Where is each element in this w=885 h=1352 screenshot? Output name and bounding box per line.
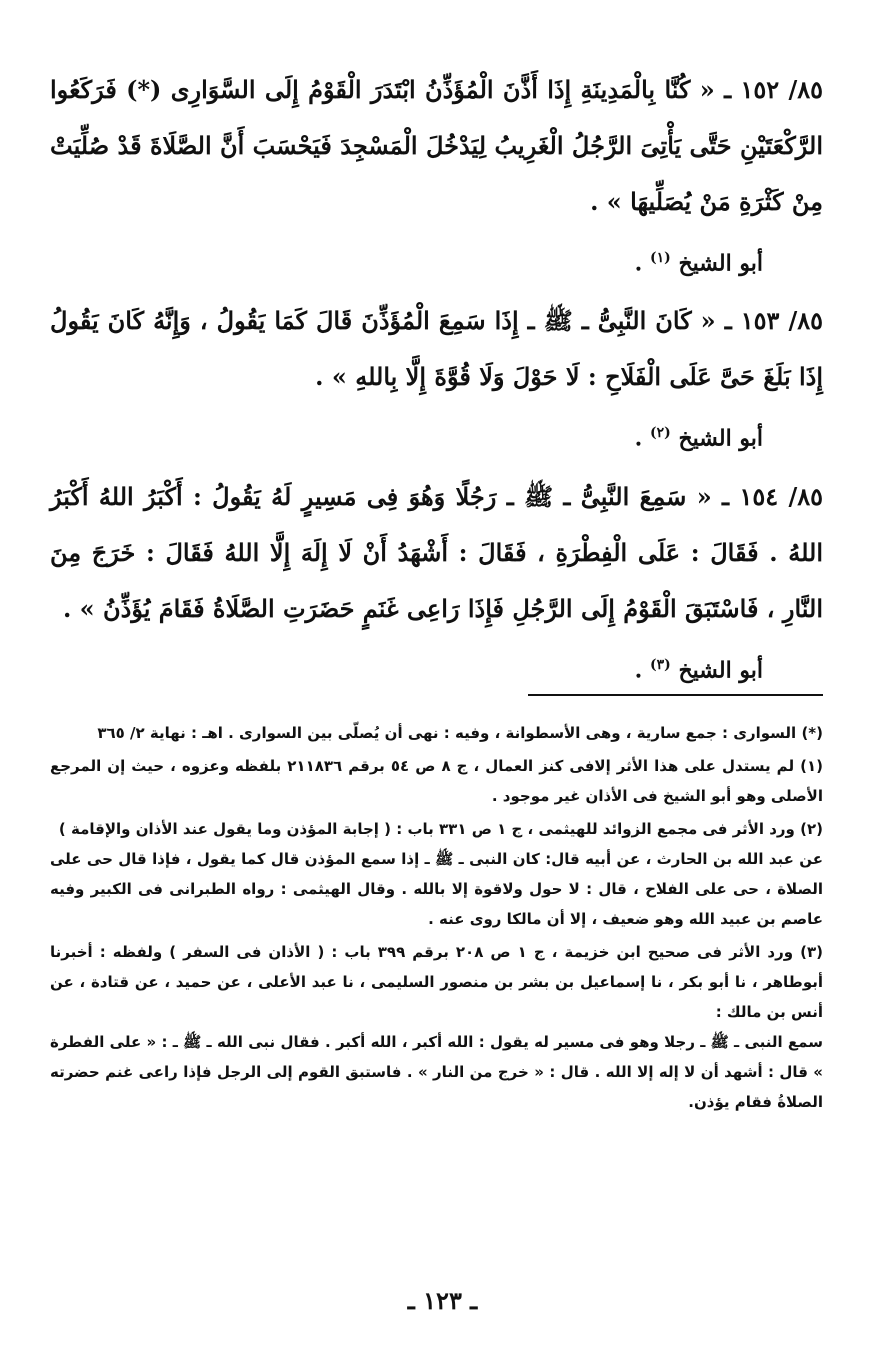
footnote-continuation: سمع النبى ـ ﷺ ـ رجلا وهو فى مسير له يقول : الله أكبر ، الله أكبر . فقال نبى الله ـ ﷺ ـ : « على الفطرة » قال : أشهد أن لا إله إلا الله . قال : « خرج من النار » . فاستبق القوم إلى الرجل فإذا راعى غنم حضرته الصلاةُ فقام يؤذن. [50, 1033, 823, 1111]
footnote-star [50, 718, 823, 748]
footnote-text: ورد الأثر فى مجمع الزوائد للهيثمى ، ج ١ ص ٣٣١ باب : ( إجابة المؤذن وما يقول عند الأذان والإقامة ) [58, 820, 795, 838]
hadith-152 [50, 62, 823, 291]
footnote-ref: (٢) [650, 425, 671, 442]
hadith-text: ٨٥/ ١٥٢ ـ « كُنَّا بِالْمَدِينَةِ إِذَا أَذَّنَ الْمُؤَذِّنُ ابْتَدَرَ الْقَوْمُ إِلَى السَّوَارِى (*) فَرَكَعُوا الرَّكْعَتَيْنِ حَتَّى يَأْتِىَ الرَّجُلُ الْغَرِيبُ لِيَدْخُلَ الْمَسْجِدَ فَيَحْسَبَ أَنَّ الصَّلَاةَ قَدْ صُلِّيَتْ مِنْ كَثْرَةِ مَنْ يُصَلِّيهَا » . [50, 75, 824, 216]
footnote-marker: (٢) [800, 820, 823, 838]
page-number: ـ ١٢٣ ـ [407, 1286, 478, 1315]
hadith-source: أبو الشيخ $^{(٢)}$ . [634, 425, 763, 452]
footnote-ref: (١) [650, 250, 671, 266]
footnote-marker: (١) [800, 757, 823, 775]
footnote-marker: (*) [801, 724, 823, 742]
hadith-154 [50, 469, 823, 698]
hadith-153 [50, 293, 823, 466]
source-name: أبو الشيخ [678, 425, 763, 452]
footnote-text: لم يستدل على هذا الأثر إلافى كنز العمال ، ج ٨ ص ٥٤ برقم ٢١١٨٣٦ بلفظه وعزوه ، حيث إن المرجع الأصلى وهو أبو الشيخ فى الأذان غير موجود . [50, 757, 823, 805]
footnote-divider [528, 694, 823, 696]
hadith-text: ٨٥/ ١٥٤ ـ « سَمِعَ النَّبِىُّ ـ ﷺ ـ رَجُلًا وَهُوَ فِى مَسِيرٍ لَهُ يَقُولُ : أَكْبَرُ اللهُ أَكْبَرُ اللهُ . فَقَالَ : عَلَى الْفِطْرَةِ ، فَقَالَ : أَشْهَدُ أَنْ لَا إِلَهَ إِلَّا اللهُ فَقَالَ : خَرَجَ مِنَ النَّارِ ، فَاسْتَبَقَ الْقَوْمُ إِلَى الرَّجُلِ فَإِذَا رَاعِى غَنَمٍ حَضَرَتِ الصَّلَاةُ فَقَامَ يُؤَذِّنُ » . [50, 481, 824, 623]
footnote-text: ورد الأثر فى صحيح ابن خزيمة ، ج ١ ص ٢٠٨ برقم ٣٩٩ باب : ( الأذان فى السفر ) ولفظه : أخبرنا أبوطاهر ، نا أبو بكر ، نا إسماعيل بن بشر بن منصور السليمى ، نا عبد الأعلى ، عن حميد ، عن قتادة ، عن أنس بن مالك : [50, 943, 823, 1021]
footnote-text: السوارى : جمع سارية ، وهى الأسطوانة ، وفيه : نهى أن يُصلّى بين السوارى . اهـ : نهاية ٢/ ٣٦٥ [97, 724, 797, 742]
source-name: أبو الشيخ [678, 656, 763, 683]
footnote-3 [50, 937, 823, 1117]
source-name: أبو الشيخ [678, 250, 763, 277]
main-text [50, 62, 823, 698]
hadith-source: أبو الشيخ $^{(١)}$ . [634, 250, 763, 277]
footnote-marker: (٣) [800, 943, 824, 961]
footnote-2 [50, 814, 823, 934]
footnote-ref: (٣) [650, 656, 671, 673]
footnotes [50, 718, 823, 1120]
footnote-1 [50, 751, 823, 811]
hadith-text: ٨٥/ ١٥٣ ـ « كَانَ النَّبِىُّ ـ ﷺ ـ إِذَا سَمِعَ الْمُؤَذِّنَ قَالَ كَمَا يَقُولُ ، وَإِنَّهُ كَانَ يَقُولُ إِذَا بَلَغَ حَىَّ عَلَى الْفَلَاحِ : لَا حَوْلَ وَلَا قُوَّةَ إِلَّا بِاللهِ » . [50, 306, 823, 392]
hadith-source: أبو الشيخ $^{(٣)}$ . [634, 656, 763, 683]
footnote-continuation: عن عبد الله بن الحارث ، عن أبيه قال: كان النبى ـ ﷺ ـ إذا سمع المؤذن قال كما يقول ، فإذا قال حى على الصلاة ، حى على الفلاح ، قال : لا حول ولاقوة إلا بالله . وقال الهيثمى : رواه الطبرانى فى الكبير وفيه عاصم بن عبيد الله وهو ضعيف ، إلا أن مالكا روى عنه . [50, 850, 823, 928]
